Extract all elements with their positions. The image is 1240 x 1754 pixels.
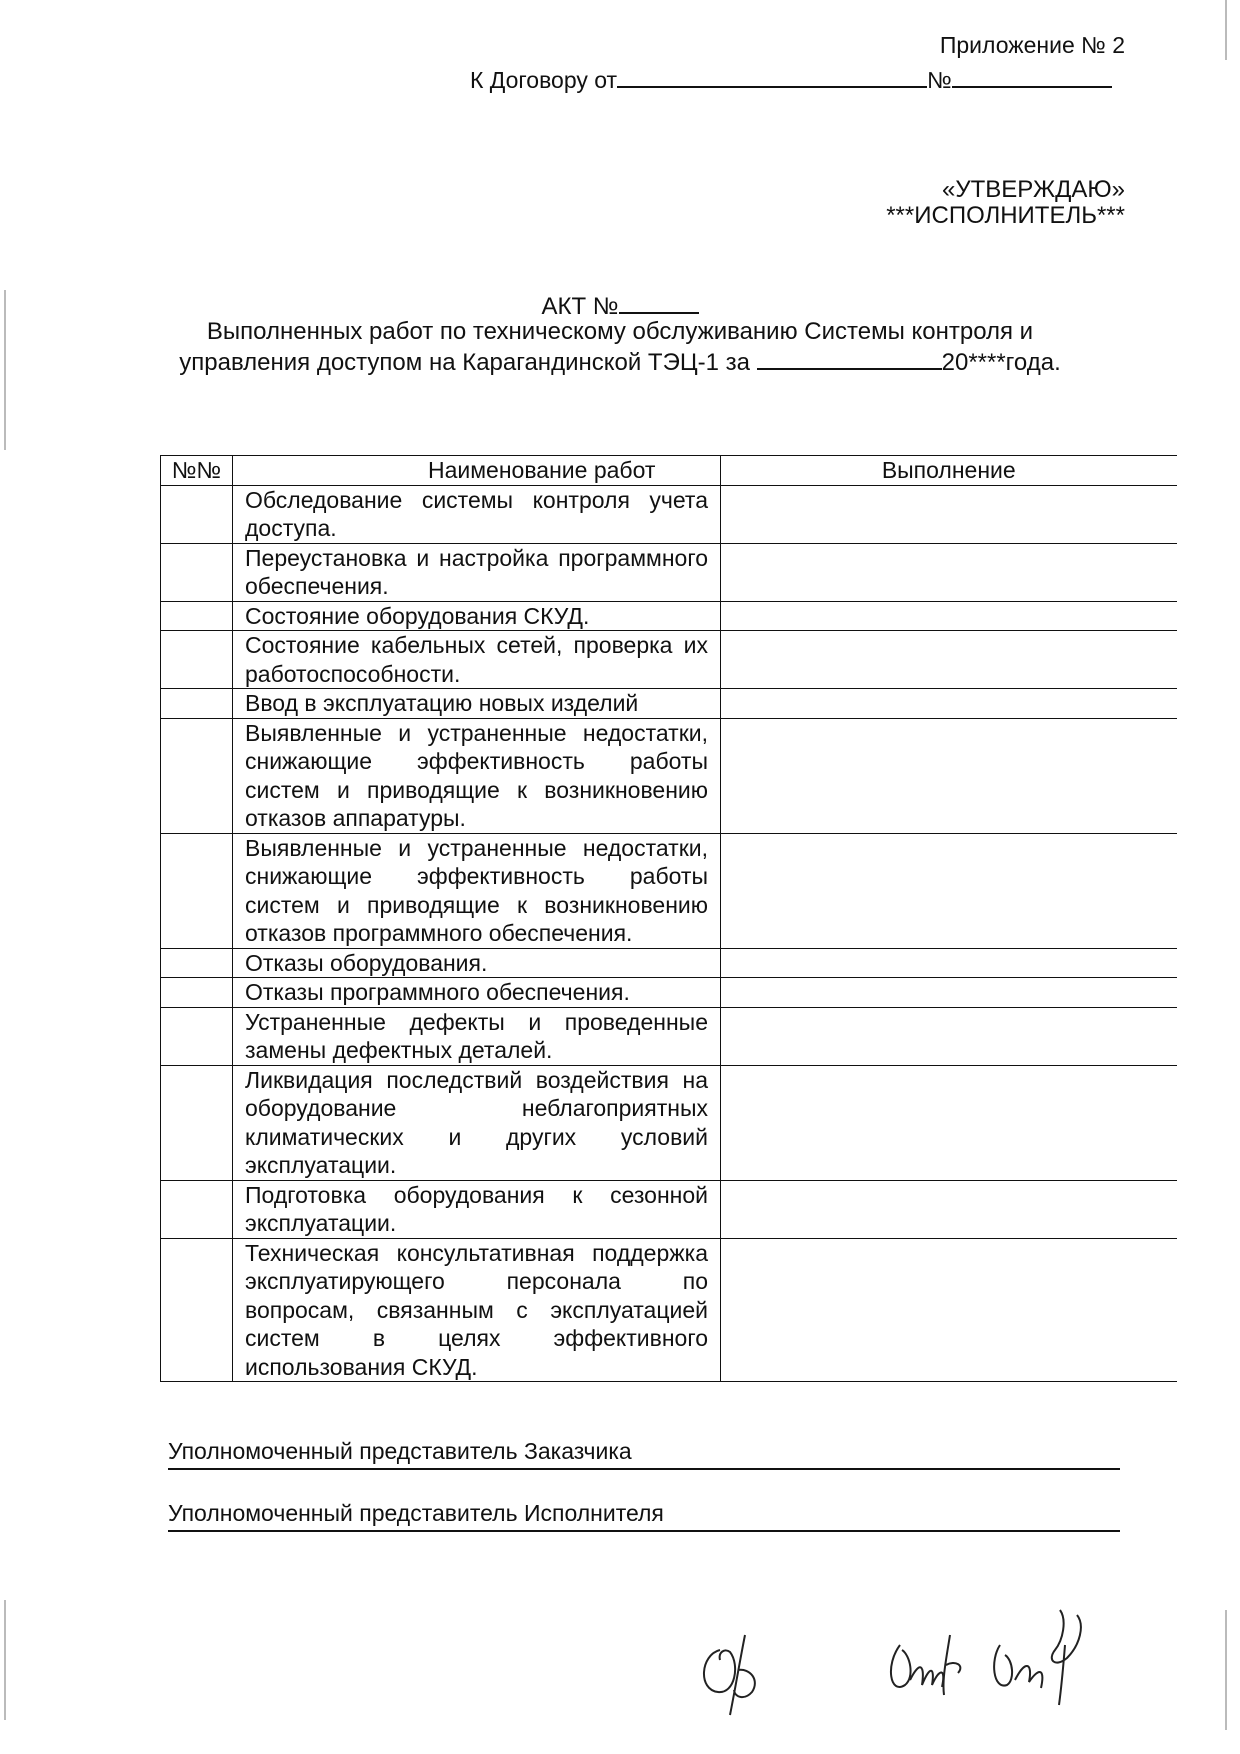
table-row [161,689,1177,719]
table-row [161,833,1177,948]
act-subtitle-line2-b: 20****года. [941,349,1061,376]
work-name-cell: Техническая консультативная поддержка эксплуатирующего персонала по вопросам, связанным с эксплуатацией систем в целях эффективного использования СКУД. [233,1238,721,1382]
approve-stamp: «УТВЕРЖДАЮ» [941,176,1125,203]
contract-prefix: К Договору от [470,67,618,93]
scan-margin-mark [1225,1610,1227,1730]
scan-margin-mark [4,1600,6,1720]
completion-cell[interactable] [721,718,1177,833]
row-number-cell [161,1238,233,1382]
work-name-cell: Отказы программного обеспечения. [233,978,721,1008]
contract-number-blank[interactable] [952,64,1112,88]
table-row [161,601,1177,631]
table-row [161,1007,1177,1065]
appendix-label: Приложение № 2 [939,32,1125,58]
completion-cell[interactable] [721,689,1177,719]
act-title-text: АКТ № [541,293,619,320]
col-header-number: №№ [161,456,233,486]
completion-cell[interactable] [721,485,1177,543]
work-name-cell: Подготовка оборудования к сезонной эксплуатации. [233,1180,721,1238]
act-subtitle-line1: Выполненных работ по техническому обслуживанию Системы контроля и [206,318,1034,345]
completion-cell[interactable] [721,833,1177,948]
col-header-work-name: Наименование работ [233,456,721,486]
contract-number-label: № [927,67,952,93]
work-name-cell: Обследование системы контроля учета доступа. [233,485,721,543]
signature-1-icon [690,1630,790,1720]
table-row [161,1065,1177,1180]
completion-cell[interactable] [721,1065,1177,1180]
signature-2-icon [880,1625,980,1705]
works-table [160,455,1177,1382]
signature-3-icon [985,1600,1105,1710]
row-number-cell [161,1007,233,1065]
completion-cell[interactable] [721,978,1177,1008]
act-number-blank[interactable] [619,290,699,314]
work-name-cell: Отказы оборудования. [233,948,721,978]
table-row [161,948,1177,978]
act-subtitle-line2 [0,346,1240,377]
work-name-cell: Состояние кабельных сетей, проверка их работоспособности. [233,631,721,689]
row-number-cell [161,601,233,631]
executor-label: ***ИСПОЛНИТЕЛЬ*** [886,202,1125,229]
row-number-cell [161,978,233,1008]
work-name-cell: Устраненные дефекты и проведенные замены дефектных деталей. [233,1007,721,1065]
work-name-cell: Ввод в эксплуатацию новых изделий [233,689,721,719]
table-row [161,718,1177,833]
work-name-cell: Переустановка и настройка программного обеспечения. [233,543,721,601]
contract-reference [470,64,1112,94]
col-header-completion: Выполнение [721,456,1177,486]
table-row [161,1238,1177,1382]
table-row [161,1180,1177,1238]
act-title [0,290,1240,321]
act-subtitle-line2-a: управления доступом на Карагандинской ТЭЦ-1 за [179,349,750,376]
table-row [161,543,1177,601]
row-number-cell [161,1180,233,1238]
row-number-cell [161,631,233,689]
work-name-cell: Состояние оборудования СКУД. [233,601,721,631]
completion-cell[interactable] [721,601,1177,631]
period-blank[interactable] [757,346,942,370]
work-name-cell: Выявленные и устраненные недостатки, снижающие эффективность работы систем и приводящие к возникновению отказов программного обеспечения. [233,833,721,948]
completion-cell[interactable] [721,1180,1177,1238]
row-number-cell [161,689,233,719]
table-header-row [161,456,1177,486]
table-row [161,631,1177,689]
completion-cell[interactable] [721,631,1177,689]
row-number-cell [161,543,233,601]
contract-date-blank[interactable] [617,64,927,88]
table-row [161,485,1177,543]
completion-cell[interactable] [721,1007,1177,1065]
row-number-cell [161,1065,233,1180]
row-number-cell [161,833,233,948]
customer-representative-line[interactable]: Уполномоченный представитель Заказчика [168,1438,1120,1470]
row-number-cell [161,948,233,978]
scan-margin-mark [1225,0,1227,60]
completion-cell[interactable] [721,948,1177,978]
work-name-cell: Ликвидация последствий воздействия на оборудование неблагоприятных климатических и других условий эксплуатации. [233,1065,721,1180]
table-row [161,978,1177,1008]
work-name-cell: Выявленные и устраненные недостатки, снижающие эффективность работы систем и приводящие к возникновению отказов аппаратуры. [233,718,721,833]
scan-margin-mark [4,290,6,450]
completion-cell[interactable] [721,1238,1177,1382]
executor-representative-line[interactable]: Уполномоченный представитель Исполнителя [168,1500,1120,1532]
row-number-cell [161,718,233,833]
completion-cell[interactable] [721,543,1177,601]
row-number-cell [161,485,233,543]
